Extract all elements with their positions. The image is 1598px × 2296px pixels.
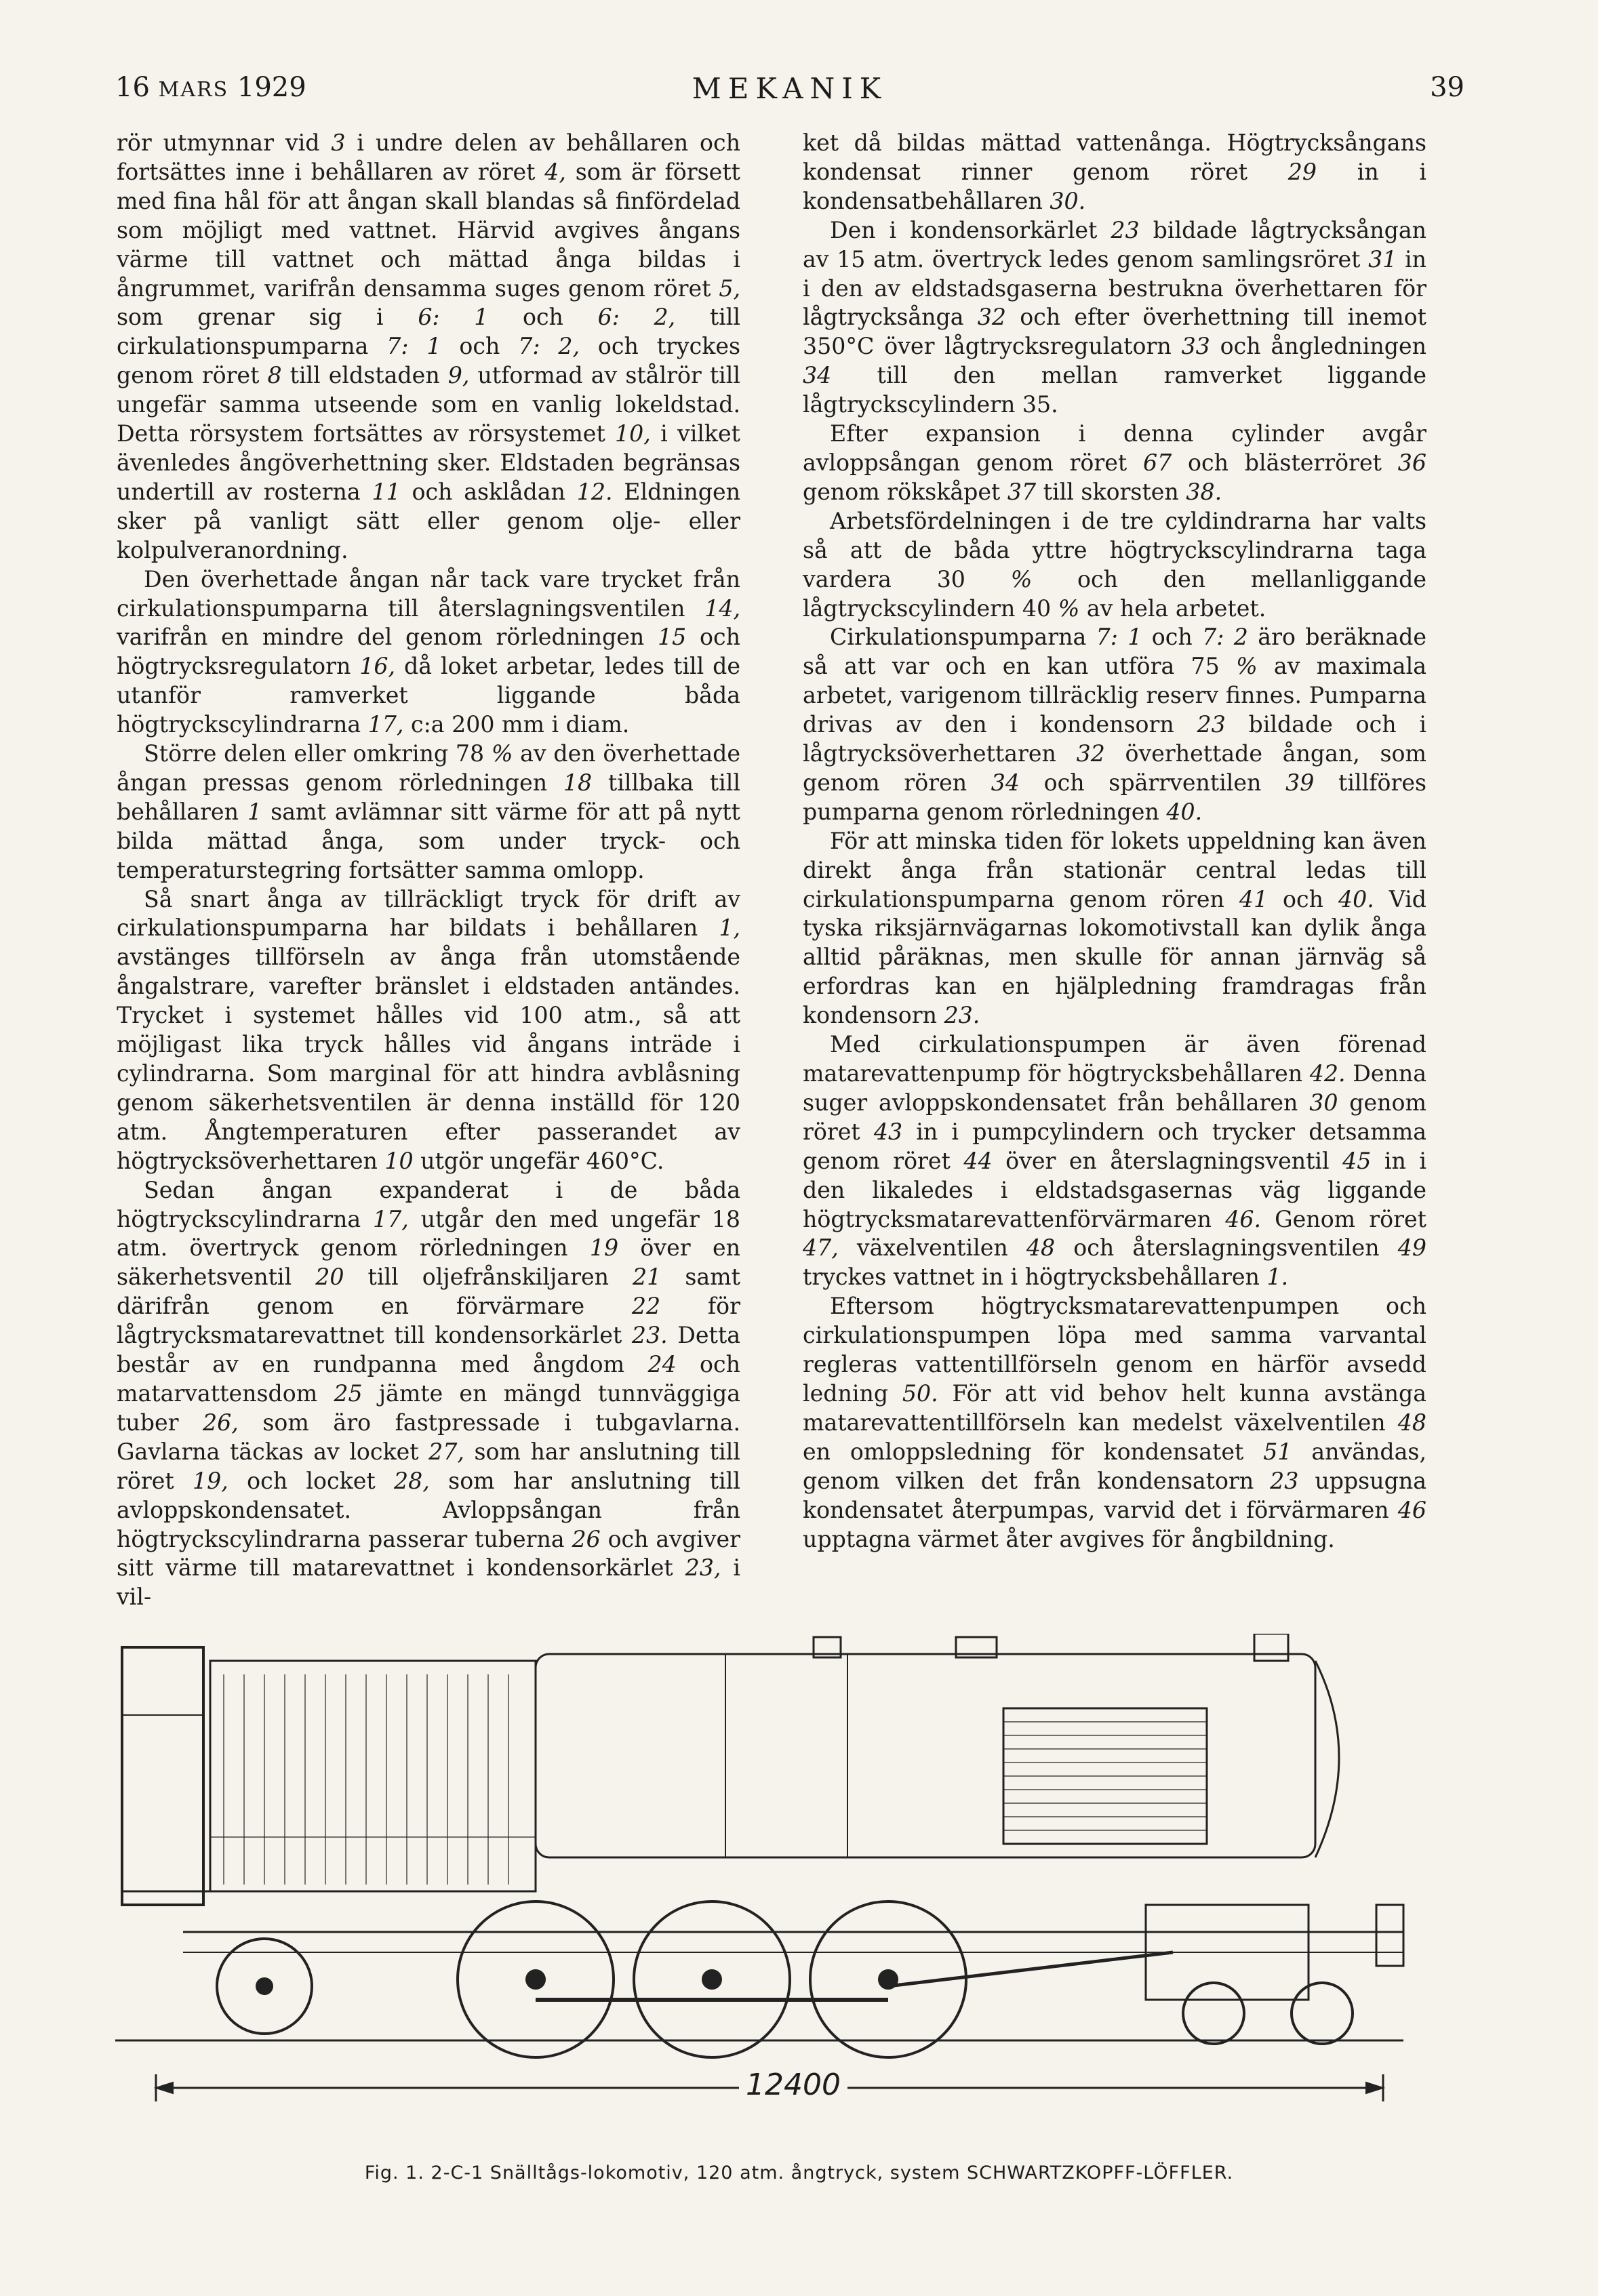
issue-date: 16 MARS 1929 [115, 72, 306, 103]
page-number: 39 [1430, 72, 1464, 103]
paragraph: Så snart ånga av tillräckligt tryck för drift av cirkulationspumparna har bildats i behållaren 1, avstänges tillförseln av ånga från utomstående ångalstrare, varefter bränslet i eldstaden antändes. Trycket i systemet hålles vid 100 atm., så att möjligast lika tryck hålles vid ångans inträde i cylindrarna. Som marginal för att hindra avblåsning genom säkerhetsventilen är denna inställd för 120 atm. Ångtemperaturen efter passerandet av högtrycksöverhettaren 10 utgör ungefär 460°C. [117, 885, 740, 1174]
paragraph: Den överhettade ångan når tack vare trycket från cirkulationspumparna till återslagningsventilen 14, varifrån en mindre del genom rörledningen 15 och högtrycksregulatorn 16, då loket arbetar, ledes till de utanför ramverket liggande båda högtryckscylindrarna 17, c:a 200 mm i diam. [117, 565, 740, 738]
paragraph: Med cirkulationspumpen är även förenad matarevattenpump för högtrycksbehållaren 42. Denna suger avloppskondensatet från behållaren 30 genom röret 43 in i pumpcylindern och trycker detsamma genom röret 44 över en återslagningsventil 45 in i den likaledes i eldstadsgasernas väg liggande högtrycksmatarevattenförvärmaren 46. Genom röret 47, växelventilen 48 och återslagningsventilen 49 tryckes vattnet in i högtrycksbehållaren 1. [803, 1031, 1427, 1291]
paragraph: rör utmynnar vid 3 i undre delen av behållaren och fortsättes inne i behållaren av röret 4, som är försett med fina hål för att ångan skall blandas så finfördelad som möjligt med vattnet. Härvid avgives ångans värme till vattnet och mättad ånga bildas i ångrummet, varifrån densamma suges genom röret 5, som grenar sig i 6: 1 och 6: 2, till cirkulationspumparna 7: 1 och 7: 2, och tryckes genom röret 8 till eldstaden 9, utformad av stålrör till ungefär samma utseende som en vanlig lokeldstad. Detta rörsystem fortsättes av rörsystemet 10, i vilket ävenledes ångöverhettning sker. Eldstaden begränsas undertill av rosterna 11 och asklådan 12. Eldningen sker på vanligt sätt eller genom olje- eller kolpulveranordning. [117, 129, 741, 563]
locomotive-drawing [115, 1634, 1471, 2162]
right-column [803, 129, 1426, 1554]
paragraph: Cirkulationspumparna 7: 1 och 7: 2 äro beräknade så att var och en kan utföra 75 % av maximala arbetet, varigenom tillräcklig reserv finnes. Pumparna drivas av den i kondensorn 23 bildade och i lågtrycksöverhettaren 32 överhettade ångan, som genom rören 34 och spärrventilen 39 tillföres pumparna genom rörledningen 40. [803, 624, 1426, 825]
dimension-label: 12400 [739, 2068, 847, 2102]
left-column [117, 129, 740, 1612]
page-header [115, 62, 1464, 117]
paragraph: Arbetsfördelningen i de tre cyldindrarna har valts så att de båda yttre högtryckscylindrarna taga vardera 30 % och den mellanliggande lågtryckscylindern 40 % av hela arbetet. [803, 507, 1426, 622]
paragraph: ket då bildas mättad vattenånga. Högtrycksångans kondensat rinner genom röret 29 in i kondensatbehållaren 30. [803, 129, 1427, 214]
paragraph: Större delen eller omkring 78 % av den överhettade ångan pressas genom rörledningen 18 tillbaka till behållaren 1 samt avlämnar sitt värme för att på nytt bilda mättad ånga, som under tryck- och temperaturstegring fortsätter samma omlopp. [117, 740, 740, 883]
figure-caption: Fig. 1. 2-C-1 Snälltågs-lokomotiv, 120 atm. ångtryck, system SCHWARTZKOPFF-LÖFFLER. [364, 2162, 1234, 2183]
paragraph: Efter expansion i denna cylinder avgår avloppsångan genom röret 67 och blästerröret 36 genom rökskåpet 37 till skorsten 38. [803, 420, 1426, 505]
paragraph: För att minska tiden för lokets uppeldning kan även direkt ånga från stationär central ledas till cirkulationspumparna genom rören 41 och 40. Vid tyska riksjärnvägarnas lokomotivstall kan dylik ånga alltid påräknas, men skulle för annan järnväg så erfordras kan en hjälpledning framdragas från kondensorn 23. [803, 827, 1426, 1029]
paragraph: Den i kondensorkärlet 23 bildade lågtrycksångan av 15 atm. övertryck ledes genom samlingsröret 31 in i den av eldstadsgaserna bestrukna överhettaren för lågtrycksånga 32 och efter överhettning till inemot 350°C över lågtrycksregulatorn 33 och ångledningen 34 till den mellan ramverket liggande lågtryckscylindern 35. [803, 216, 1426, 418]
journal-title: MEKANIK [692, 72, 888, 105]
paragraph: Sedan ångan expanderat i de båda högtryckscylindrarna 17, utgår den med ungefär 18 atm. övertryck genom rörledningen 19 över en säkerhetsventil 20 till oljefrånskiljaren 21 samt därifrån genom en förvärmare 22 för lågtrycksmatarevattnet till kondensorkärlet 23. Detta består av en rundpanna med ångdom 24 och matarvattensdom 25 jämte en mängd tunnväggiga tuber 26, som äro fastpressade i tubgavlarna. Gavlarna täckas av locket 27, som har anslutning till röret 19, och locket 28, som har anslutning till avloppskondensatet. Avloppsångan från högtryckscylindrarna passerar tuberna 26 och avgiver sitt värme till matarevattnet i kondensorkärlet 23, i vil- [117, 1176, 741, 1611]
paragraph: Eftersom högtrycksmatarevattenpumpen och cirkulationspumpen löpa med samma varvantal regleras vattentillförseln genom en härför avsedd ledning 50. För att vid behov helt kunna avstänga matarevattentillförseln kan medelst växelventilen 48 en omloppsledning för kondensatet 51 användas, genom vilken det från kondensatorn 23 uppsugna kondensatet återpumpas, varvid det i förvärmaren 46 upptagna värmet åter avgives för ångbildning. [803, 1293, 1427, 1552]
